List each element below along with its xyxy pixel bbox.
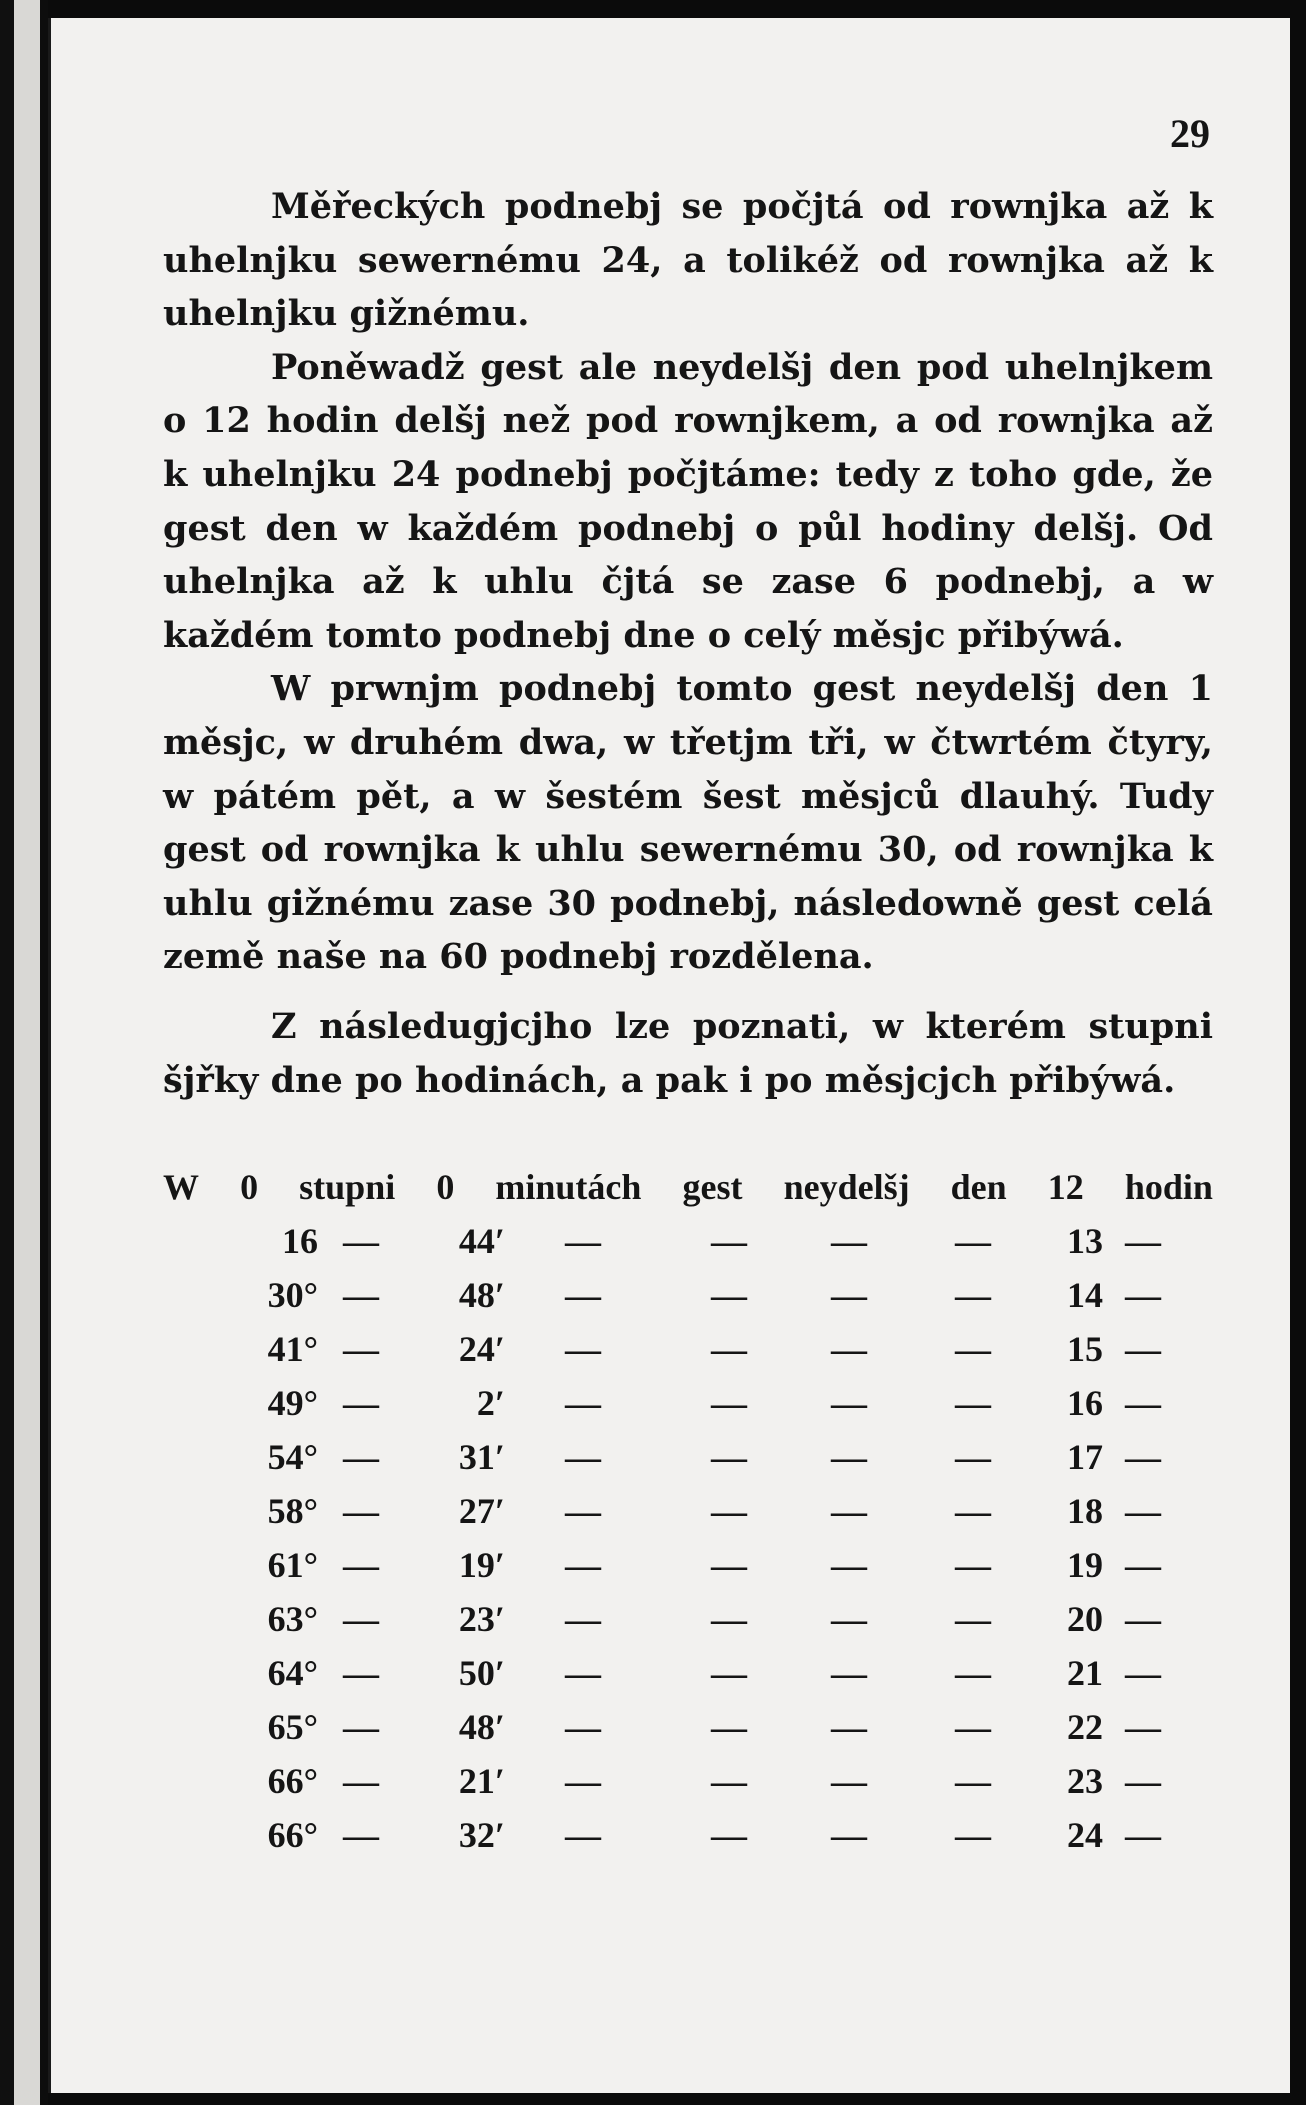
hours-cell: 23 — [1067, 1761, 1103, 1801]
header-word: 0 — [240, 1167, 259, 1207]
header-word: neydelšj — [783, 1167, 910, 1207]
dash: — — [343, 1653, 379, 1693]
dash: — — [955, 1653, 991, 1693]
dash: — — [343, 1761, 379, 1801]
dash: — — [711, 1383, 747, 1423]
hours-cell: 19 — [1067, 1545, 1103, 1585]
dash: — — [1125, 1383, 1161, 1423]
dash: — — [711, 1653, 747, 1693]
hours-cell: 16 — [1067, 1383, 1103, 1423]
header-word: 0 — [436, 1167, 455, 1207]
dash: — — [1125, 1221, 1161, 1261]
degrees-cell: 30° — [267, 1275, 318, 1315]
table-row — [163, 1754, 1213, 1808]
table-row — [163, 1808, 1213, 1862]
header-word: gest — [682, 1167, 743, 1207]
degrees-cell: 58° — [267, 1491, 318, 1531]
dash: — — [711, 1329, 747, 1369]
dash: — — [343, 1491, 379, 1531]
dash: — — [955, 1545, 991, 1585]
table-row — [163, 1700, 1213, 1754]
dash: — — [1125, 1329, 1161, 1369]
dash: — — [1125, 1815, 1161, 1855]
dash: — — [955, 1221, 991, 1261]
dash: — — [711, 1599, 747, 1639]
dash: — — [831, 1383, 867, 1423]
degrees-cell: 16 — [282, 1221, 318, 1261]
minutes-cell: 24′ — [458, 1329, 505, 1369]
degrees-cell: 49° — [267, 1383, 318, 1423]
hours-cell: 22 — [1067, 1707, 1103, 1747]
table-header — [163, 1160, 1213, 1214]
dash: — — [711, 1761, 747, 1801]
minutes-cell: 48′ — [458, 1275, 505, 1315]
dash: — — [565, 1275, 601, 1315]
dash: — — [711, 1221, 747, 1261]
dash: — — [1125, 1437, 1161, 1477]
dash: — — [565, 1221, 601, 1261]
table-row — [163, 1484, 1213, 1538]
dash: — — [343, 1275, 379, 1315]
dash: — — [711, 1815, 747, 1855]
dash: — — [1125, 1707, 1161, 1747]
dash: — — [955, 1491, 991, 1531]
dash: — — [955, 1761, 991, 1801]
dash: — — [343, 1815, 379, 1855]
dash: — — [711, 1491, 747, 1531]
table-row — [163, 1268, 1213, 1322]
minutes-cell: 31′ — [458, 1437, 505, 1477]
dash: — — [831, 1815, 867, 1855]
dash: — — [1125, 1545, 1161, 1585]
dash: — — [343, 1437, 379, 1477]
table-row — [163, 1538, 1213, 1592]
paragraph-2: Poněwadž gest ale neydelšj den pod uhelnjkem o 12 hodin delšj než pod rownjkem, a od rownjka až k uhelnjku 24 podnebj počjtáme: tedy z toho gde, že gest den w každém podnebj o půl hodiny delšj. Od uhelnjka až k uhlu čjtá se zase 6 podnebj, a w každém tomto podnebj dne o celý měsjc přibýwá. — [163, 346, 1213, 656]
dash: — — [711, 1275, 747, 1315]
header-word: den — [950, 1167, 1007, 1207]
dash: — — [343, 1329, 379, 1369]
dash: — — [565, 1329, 601, 1369]
paragraph-4: Z následugjcjho lze poznati, w kterém stupni šjřky dne po hodinách, a pak i po měsjcjch přibýwá. — [163, 1005, 1213, 1101]
dash: — — [955, 1383, 991, 1423]
header-word: minutách — [495, 1167, 642, 1207]
dash: — — [343, 1383, 379, 1423]
dash: — — [565, 1491, 601, 1531]
table-row — [163, 1646, 1213, 1700]
dash: — — [955, 1329, 991, 1369]
minutes-cell: 48′ — [458, 1707, 505, 1747]
dash: — — [565, 1437, 601, 1477]
hours-cell: 20 — [1067, 1599, 1103, 1639]
dash: — — [343, 1599, 379, 1639]
dash: — — [565, 1707, 601, 1747]
hours-cell: 15 — [1067, 1329, 1103, 1369]
dash: — — [711, 1437, 747, 1477]
dash: — — [1125, 1653, 1161, 1693]
dash: — — [1125, 1275, 1161, 1315]
dash: — — [565, 1761, 601, 1801]
hours-cell: 13 — [1067, 1221, 1103, 1261]
minutes-cell: 2′ — [476, 1383, 505, 1423]
dash: — — [1125, 1491, 1161, 1531]
table-row — [163, 1592, 1213, 1646]
header-word: W — [163, 1167, 199, 1207]
table-row — [163, 1430, 1213, 1484]
day-length-table — [163, 1160, 1213, 1862]
dash: — — [343, 1707, 379, 1747]
degrees-cell: 61° — [267, 1545, 318, 1585]
degrees-cell: 66° — [267, 1815, 318, 1855]
dash: — — [565, 1599, 601, 1639]
header-word: stupni — [299, 1167, 396, 1207]
dash: — — [831, 1545, 867, 1585]
dash: — — [565, 1815, 601, 1855]
degrees-cell: 66° — [267, 1761, 318, 1801]
degrees-cell: 41° — [267, 1329, 318, 1369]
header-word: 12 — [1047, 1167, 1084, 1207]
degrees-cell: 54° — [267, 1437, 318, 1477]
dash: — — [831, 1437, 867, 1477]
dash: — — [955, 1707, 991, 1747]
dash: — — [343, 1545, 379, 1585]
book-spine-edge — [0, 0, 48, 2105]
body-text — [163, 180, 1213, 1107]
table-row — [163, 1214, 1213, 1268]
book-page — [48, 18, 1290, 2093]
dash: — — [831, 1599, 867, 1639]
dash: — — [955, 1599, 991, 1639]
minutes-cell: 27′ — [458, 1491, 505, 1531]
header-word: hodin — [1124, 1167, 1213, 1207]
table-row — [163, 1322, 1213, 1376]
dash: — — [711, 1545, 747, 1585]
degrees-cell: 64° — [267, 1653, 318, 1693]
dash: — — [955, 1275, 991, 1315]
dash: — — [1125, 1761, 1161, 1801]
paragraph-3: W prwnjm podnebj tomto gest neydelšj den 1 měsjc, w druhém dwa, w třetjm tři, w čtwrtém čtyry, w pátém pět, a w šestém šest měsjců dlauhý. Tudy gest od rownjka k uhlu sewernému 30, od rownjka k uhlu gižnému zase 30 podnebj, následowně gest celá země naše na 60 podnebj rozdělena. — [163, 668, 1213, 978]
hours-cell: 14 — [1067, 1275, 1103, 1315]
hours-cell: 17 — [1067, 1437, 1103, 1477]
table-row — [163, 1376, 1213, 1430]
table-body — [163, 1214, 1213, 1862]
hours-cell: 21 — [1067, 1653, 1103, 1693]
dash: — — [831, 1653, 867, 1693]
dash: — — [955, 1815, 991, 1855]
dash: — — [565, 1383, 601, 1423]
minutes-cell: 21′ — [458, 1761, 505, 1801]
page-number: 29 — [1170, 111, 1210, 156]
dash: — — [831, 1329, 867, 1369]
dash: — — [831, 1761, 867, 1801]
minutes-cell: 44′ — [458, 1221, 505, 1261]
minutes-cell: 23′ — [458, 1599, 505, 1639]
dash: — — [565, 1653, 601, 1693]
dash: — — [831, 1275, 867, 1315]
hours-cell: 24 — [1067, 1815, 1103, 1855]
dash: — — [831, 1707, 867, 1747]
minutes-cell: 19′ — [458, 1545, 505, 1585]
minutes-cell: 32′ — [458, 1815, 505, 1855]
degrees-cell: 65° — [267, 1707, 318, 1747]
dash: — — [1125, 1599, 1161, 1639]
dash: — — [565, 1545, 601, 1585]
degrees-cell: 63° — [267, 1599, 318, 1639]
dash: — — [711, 1707, 747, 1747]
hours-cell: 18 — [1067, 1491, 1103, 1531]
dash: — — [955, 1437, 991, 1477]
dash: — — [831, 1221, 867, 1261]
minutes-cell: 50′ — [458, 1653, 505, 1693]
dash: — — [831, 1491, 867, 1531]
paragraph-1: Měřeckých podnebj se počjtá od rownjka až k uhelnjku sewernému 24, a tolikéž od rownjka až k uhelnjku gižnému. — [163, 186, 1213, 335]
dash: — — [343, 1221, 379, 1261]
